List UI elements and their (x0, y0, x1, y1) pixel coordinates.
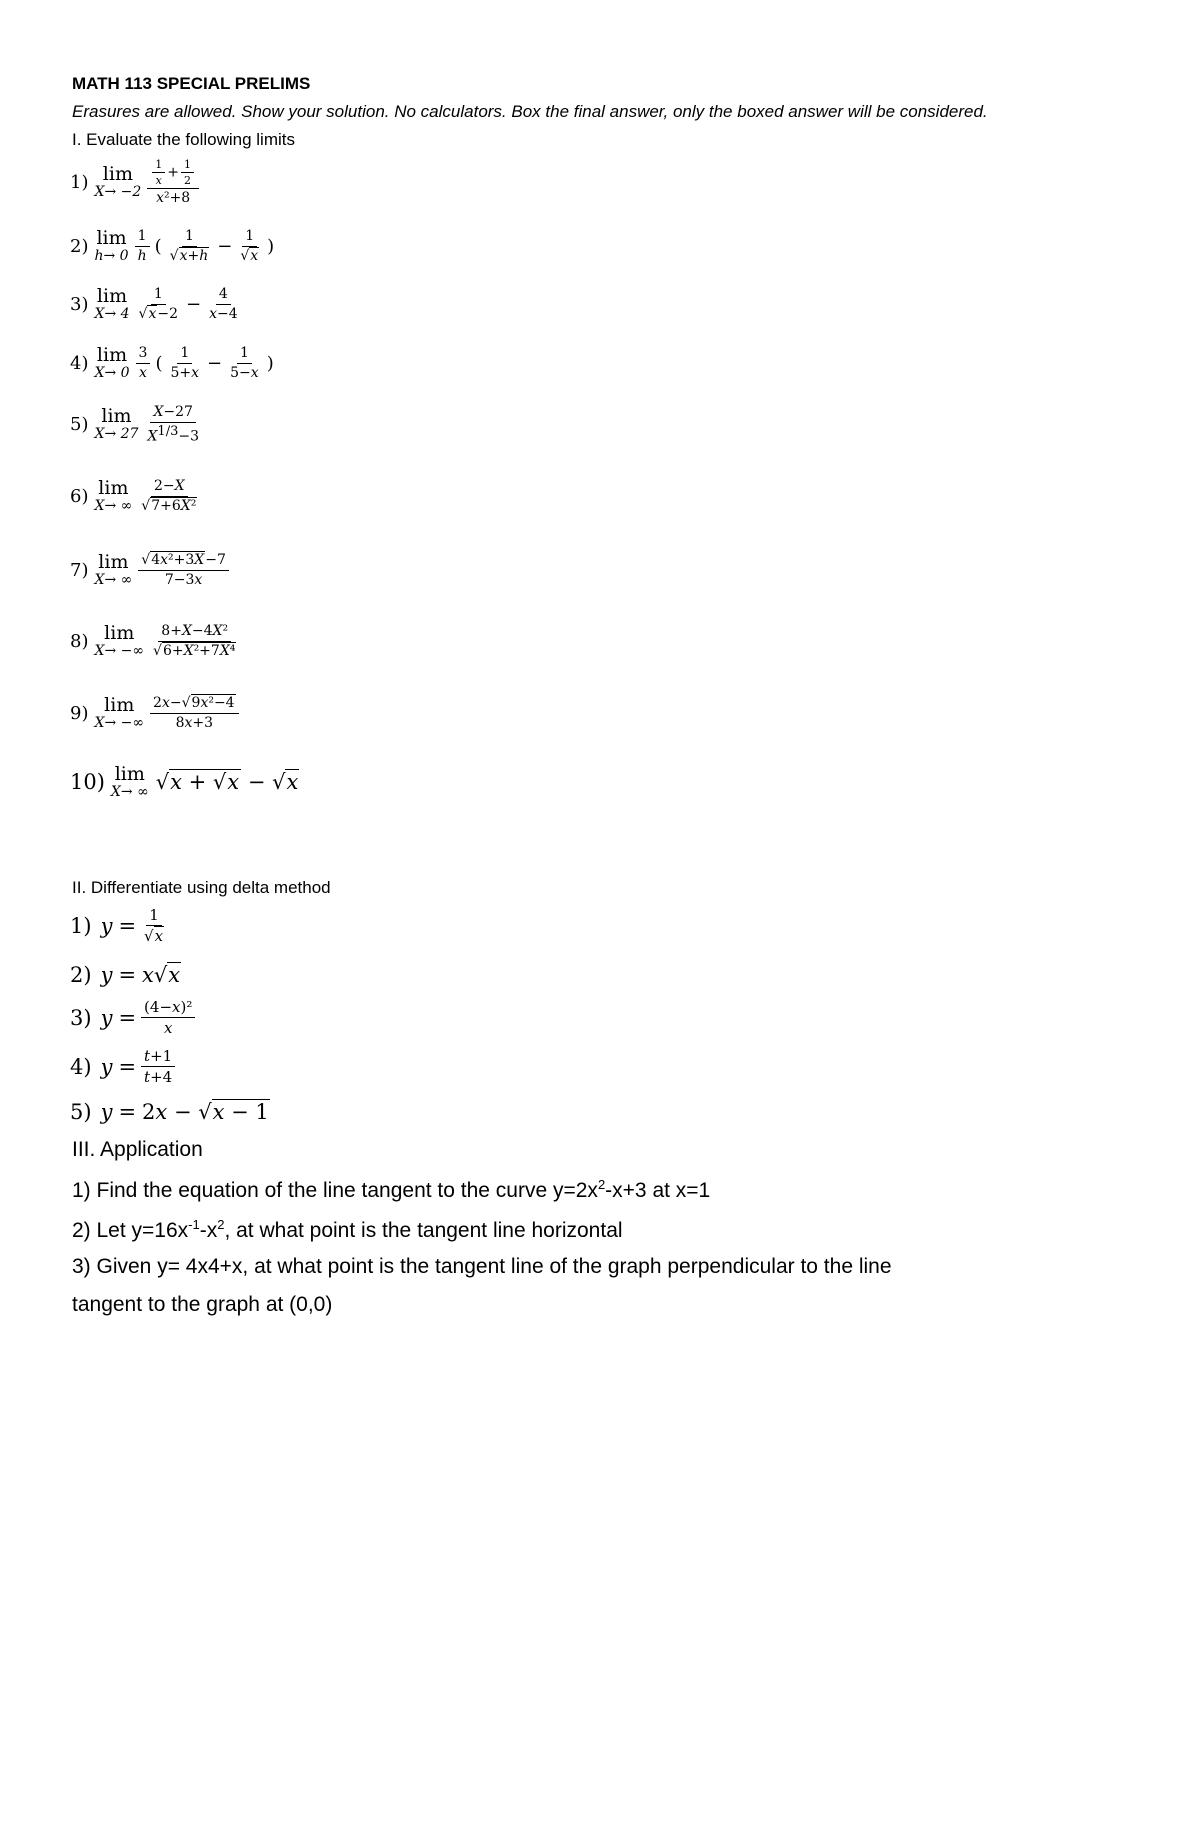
limit-8: 8) lim X→ −∞ $\frac{\text{8+X−4X²}}{\text{√6+X²+7X⁴}}$ (70, 621, 236, 659)
exam-title: MATH 113 SPECIAL PRELIMS (72, 74, 311, 93)
derivative-4: 4) y = $\frac{t+1}{t+4}$ (70, 1047, 177, 1086)
limit-5: 5) lim X→ 27 $\frac{X-27}{X^{1/3}-3}$ (70, 404, 199, 445)
section-1-title: I. Evaluate the following limits (72, 130, 295, 149)
application-question-3-line-2: tangent to the graph at (0,0) (72, 1293, 333, 1316)
exam-instructions: Erasures are allowed. Show your solution. No calculators. Box the final answer, only the boxed answer will be considered. (72, 102, 988, 121)
limit-1: 1) lim X→ −2 $\frac{1}{x}$ + $\frac{1}{2}$ x²+8 (70, 158, 201, 207)
section-3-title: III. Application (72, 1138, 203, 1161)
derivative-3: 3) y = $\frac{\text{(4−x)²}}{x}$ (70, 998, 197, 1037)
limit-7: 7) lim X→ ∞ $\frac{\text{√4x²+3X−7}}{7-3x}$ (70, 552, 231, 589)
derivative-2: 2) y = x√x (70, 962, 181, 987)
limit-2: 2) lim h→ 0 $\frac{1}{h}$ ( $\frac{1}{√x+h}$ − $\frac{1}{√x}$ ) (70, 226, 275, 264)
limit-10: 10) lim X→ ∞ √x + √x − √x (70, 763, 299, 800)
derivative-5: 5) y = 2x − √x − 1 (70, 1099, 269, 1124)
limit-4: 4) lim X→ 0 $\frac{3}{x}$ ( $\frac{1}{5+x}$ − $\frac{1}{5-x}$ ) (70, 343, 274, 381)
limit-9: 9) lim X→ −∞ $\frac{\text{2x−√9x²−4}}{8x+3}$ (70, 695, 241, 732)
application-question-2: 2) Let $y=16x^{-1}-x^2$, at what point is the tangent line horizontal (72, 1217, 623, 1242)
section-2-title: II. Differentiate using delta method (72, 878, 331, 897)
application-question-3-line-1: 3) Given y= 4x4+x, at what point is the tangent line of the graph perpendicular to the line (72, 1255, 892, 1278)
application-question-1: 1) Find the equation of the line tangent to the curve $y=2x^2-x+3$ at x=1 (72, 1177, 711, 1202)
limit-3: 3) lim X→ 4 $\frac{1}{√x-2}$ − $\frac{4}{x-4}$ (70, 284, 238, 322)
derivative-1: 1) y = $\frac{1}{√x}$ (70, 906, 164, 945)
limit-6: 6) lim X→ ∞ $\frac{2-X}{\text{√7+6X²}}$ (70, 476, 197, 514)
